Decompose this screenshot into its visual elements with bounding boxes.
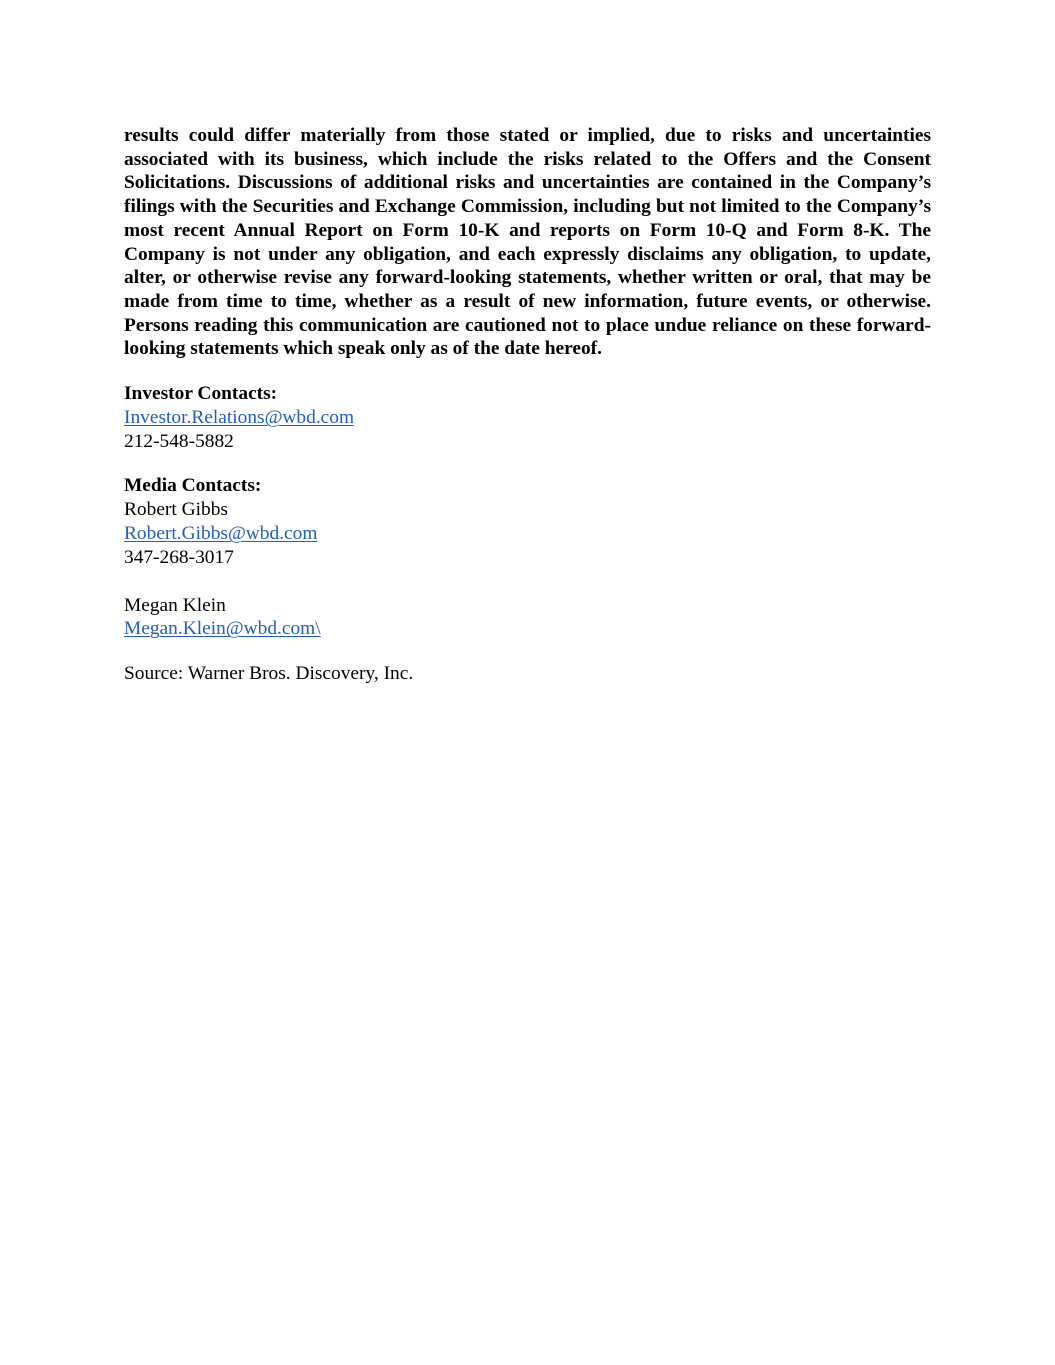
media-contacts-section xyxy=(124,474,931,641)
source-attribution: Source: Warner Bros. Discovery, Inc. xyxy=(124,663,414,685)
source-section xyxy=(124,662,931,686)
media-contact-name: Robert Gibbs xyxy=(124,499,228,521)
investor-relations-phone: 212-548-5882 xyxy=(124,430,234,452)
media-contacts-heading: Media Contacts: xyxy=(124,475,262,497)
media-contact-phone: 347-268-3017 xyxy=(124,546,234,568)
media-contact-name: Megan Klein xyxy=(124,594,226,616)
investor-contacts-section xyxy=(124,382,931,453)
investor-relations-email-link[interactable]: Investor.Relations@wbd.com xyxy=(124,406,355,428)
forward-looking-statements-disclaimer: results could differ materially from those stated or implied, due to risks and uncertainties associated with its business, which include the risks related to the Offers and the Consent Solicitations. Discussions of additional risks and uncertainties are contained in the Company’s filings with the Securities and Exchange Commission, including but not limited to the Company’s most recent Annual Report on Form 10-K and reports on Form 10-Q and Form 8-K. The Company is not under any obligation, and each expressly disclaims any obligation, to update, alter, or otherwise revise any forward-looking statements, whether written or oral, that may be made from time to time, whether as a result of new information, future events, or otherwise. Persons reading this communication are cautioned not to place undue reliance on these forward-looking statements which speak only as of the date hereof. xyxy=(124,125,931,360)
document-page xyxy=(124,124,931,686)
media-contact-email-link[interactable]: Megan.Klein@wbd.com\ xyxy=(124,618,321,640)
investor-contacts-heading: Investor Contacts: xyxy=(124,383,278,405)
media-contact-email-link[interactable]: Robert.Gibbs@wbd.com xyxy=(124,523,318,545)
